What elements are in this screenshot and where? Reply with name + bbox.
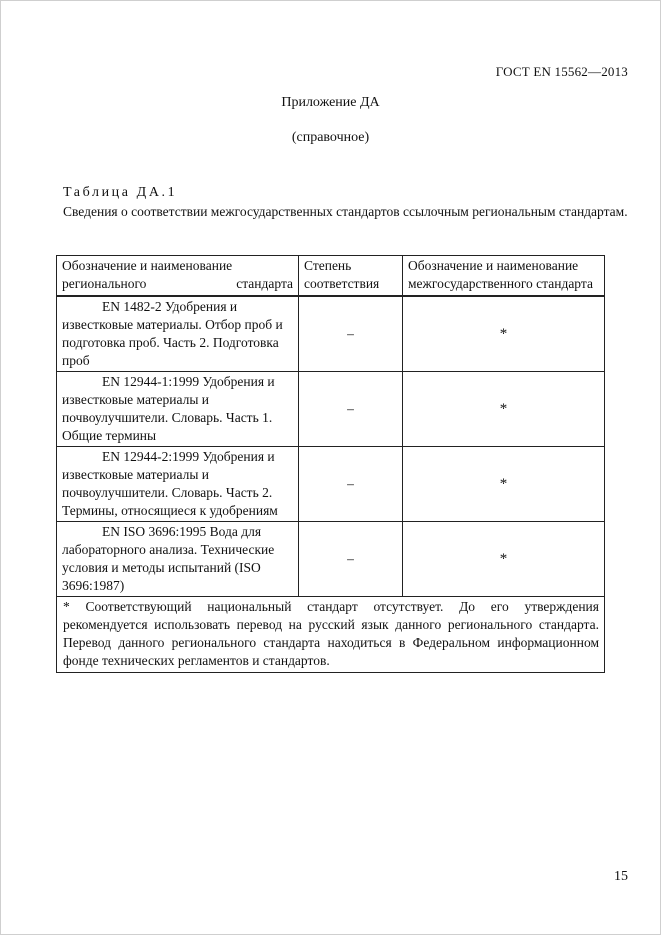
document-code: ГОСТ EN 15562—2013	[495, 64, 628, 79]
degree-value: –	[347, 401, 354, 416]
regional-standard-cell	[57, 296, 299, 372]
interstate-standard-value: *	[499, 551, 508, 567]
table-caption: Сведения о соответствии межгосударственных стандартов ссылочным региональным стандартам.	[63, 204, 628, 219]
table-footnote-row	[57, 597, 605, 673]
table-row	[57, 447, 605, 522]
table-row	[57, 296, 605, 372]
page-number: 15	[614, 869, 628, 884]
degree-value: –	[347, 326, 354, 341]
table-footnote: * Соответствующий национальный стандарт отсутствует. До его утверждения рекомендуется использовать перевод на русский язык данного регионального стандарта. Перевод данного регионального стандарта находиться в Федеральном информационном фонде технических регламентов и стандартов.	[57, 597, 605, 673]
interstate-standard-cell	[403, 447, 605, 522]
correspondence-table	[56, 255, 605, 673]
interstate-standard-cell	[403, 372, 605, 447]
regional-standard-text: EN 12944-2:1999 Удобрения и известковые материалы и почвоулучшители. Словарь. Часть 2. Термины, относящиеся к удобрениям	[62, 449, 278, 518]
header-interstate-standard: Обозначение и наименование межгосударственного стандарта	[403, 256, 605, 297]
degree-cell	[299, 296, 403, 372]
table-row	[57, 372, 605, 447]
regional-standard-text: EN 1482-2 Удобрения и известковые материалы. Отбор проб и подготовка проб. Часть 2. Подготовка проб	[62, 299, 283, 368]
appendix-subtitle: (справочное)	[291, 130, 370, 145]
degree-cell	[299, 522, 403, 597]
interstate-standard-value: *	[499, 476, 508, 492]
regional-standard-cell	[57, 522, 299, 597]
degree-cell	[299, 372, 403, 447]
degree-value: –	[347, 476, 354, 491]
degree-value: –	[347, 551, 354, 566]
header-regional-standard: Обозначение и наименование регионального стандарта	[57, 256, 299, 297]
table-label: Таблица ДА.1	[63, 185, 178, 200]
interstate-standard-cell	[403, 522, 605, 597]
interstate-standard-value: *	[499, 401, 508, 417]
interstate-standard-cell	[403, 296, 605, 372]
interstate-standard-value: *	[499, 326, 508, 342]
header-degree: Степень соответствия	[299, 256, 403, 297]
regional-standard-text: EN 12944-1:1999 Удобрения и известковые материалы и почвоулучшители. Словарь. Часть 1. Общие термины	[62, 374, 275, 443]
table-header-row	[57, 256, 605, 297]
regional-standard-cell	[57, 447, 299, 522]
appendix-title: Приложение ДА	[281, 95, 380, 110]
table-row	[57, 522, 605, 597]
regional-standard-text: EN ISO 3696:1995 Вода для лабораторного анализа. Технические условия и методы испытаний (ISO 3696:1987)	[62, 524, 275, 593]
regional-standard-cell	[57, 372, 299, 447]
degree-cell	[299, 447, 403, 522]
